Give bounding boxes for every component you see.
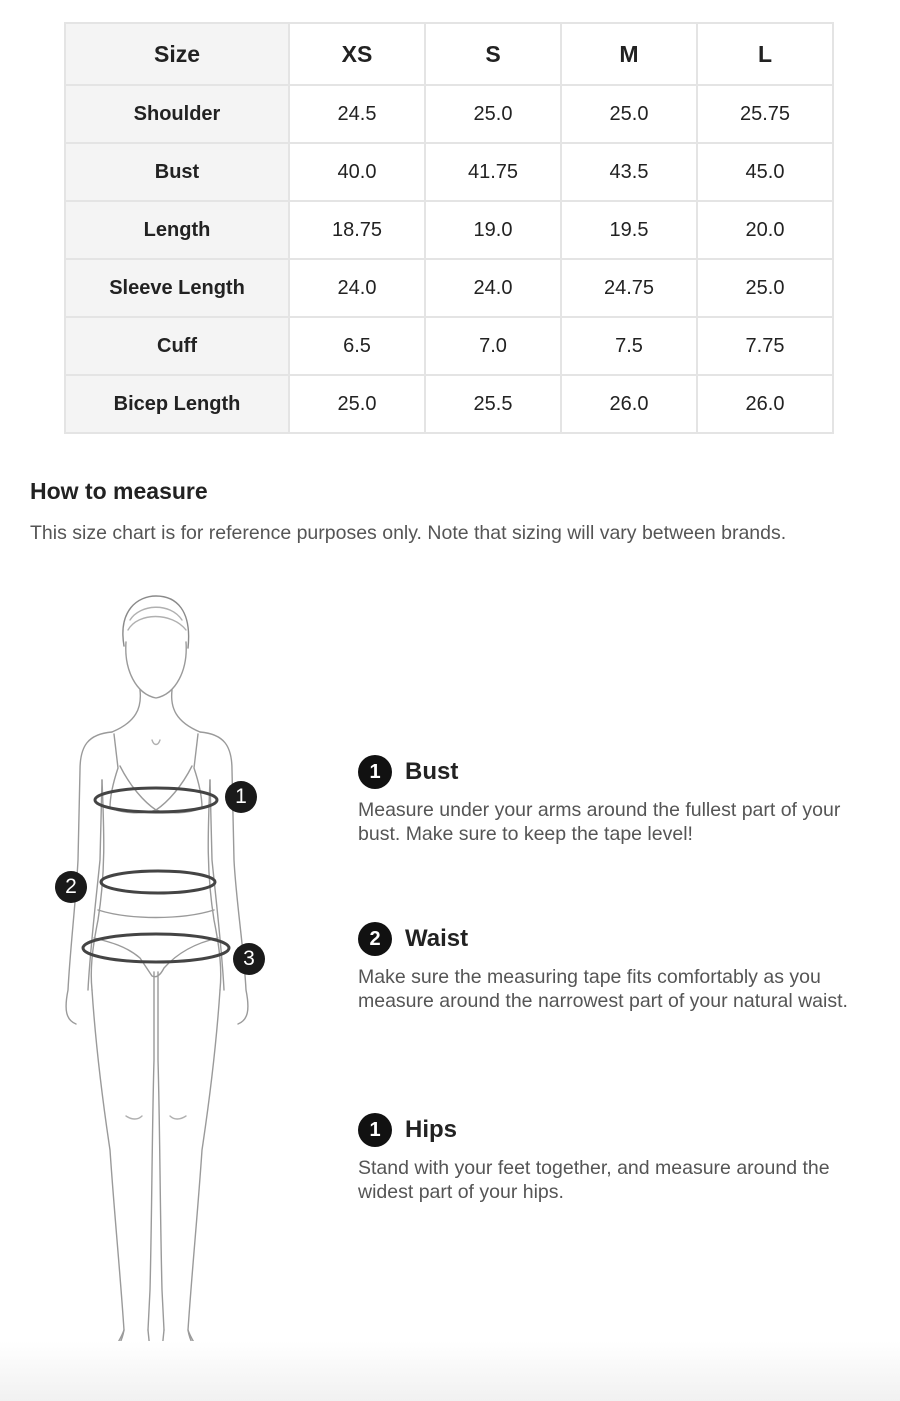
size-chart-disclaimer: This size chart is for reference purposes only. Note that sizing will vary between brands. [30, 522, 787, 544]
table-cell: 25.75 [697, 85, 833, 143]
step-description: Measure under your arms around the fullest part of your bust. Make sure to keep the tape level! [358, 799, 841, 845]
size-header-row [65, 23, 833, 85]
table-cell: 25.0 [425, 85, 561, 143]
table-cell: 24.0 [289, 259, 425, 317]
row-label: Shoulder [65, 85, 289, 143]
table-row [65, 143, 833, 201]
table-row [65, 85, 833, 143]
table-cell: 19.5 [561, 201, 697, 259]
waist-instruction [358, 921, 878, 1013]
row-label: Bust [65, 143, 289, 201]
size-chart-table [64, 22, 834, 434]
body-outline-illustration [40, 590, 280, 1370]
table-cell: 25.0 [561, 85, 697, 143]
size-header-cell: L [697, 23, 833, 85]
row-label: Bicep Length [65, 375, 289, 433]
table-cell: 24.75 [561, 259, 697, 317]
size-header-cell: S [425, 23, 561, 85]
hips-instruction [358, 1112, 878, 1204]
step-number-badge: 1 [358, 755, 392, 789]
size-header-cell: Size [65, 23, 289, 85]
step-description: Stand with your feet together, and measure around the widest part of your hips. [358, 1157, 830, 1203]
row-label: Length [65, 201, 289, 259]
bust-instruction [358, 754, 878, 846]
table-cell: 7.0 [425, 317, 561, 375]
hips-marker-icon: 3 [233, 943, 265, 975]
bust-marker-icon: 1 [225, 781, 257, 813]
table-cell: 45.0 [697, 143, 833, 201]
step-header [358, 1112, 878, 1148]
size-header-cell: M [561, 23, 697, 85]
table-cell: 40.0 [289, 143, 425, 201]
step-title: Hips [405, 1116, 458, 1143]
table-cell: 24.0 [425, 259, 561, 317]
table-cell: 25.0 [289, 375, 425, 433]
step-header [358, 754, 878, 790]
body-measurement-figure [40, 590, 280, 1370]
how-to-measure-heading: How to measure [30, 478, 208, 504]
table-row [65, 375, 833, 433]
bottom-fade [0, 1341, 900, 1401]
table-cell: 7.5 [561, 317, 697, 375]
table-cell: 18.75 [289, 201, 425, 259]
size-header-cell: XS [289, 23, 425, 85]
row-label: Cuff [65, 317, 289, 375]
waist-marker-icon: 2 [55, 871, 87, 903]
table-cell: 20.0 [697, 201, 833, 259]
table-cell: 6.5 [289, 317, 425, 375]
table-cell: 25.0 [697, 259, 833, 317]
step-number-badge: 1 [358, 1113, 392, 1147]
row-label: Sleeve Length [65, 259, 289, 317]
table-row [65, 201, 833, 259]
step-title: Bust [405, 758, 459, 785]
step-title: Waist [405, 925, 469, 952]
step-description: Make sure the measuring tape fits comfortably as you measure around the narrowest part of your natural waist. [358, 966, 848, 1012]
table-cell: 19.0 [425, 201, 561, 259]
table-cell: 26.0 [697, 375, 833, 433]
table-cell: 26.0 [561, 375, 697, 433]
table-cell: 25.5 [425, 375, 561, 433]
table-cell: 24.5 [289, 85, 425, 143]
step-header [358, 921, 878, 957]
table-cell: 7.75 [697, 317, 833, 375]
table-cell: 41.75 [425, 143, 561, 201]
table-row [65, 317, 833, 375]
table-row [65, 259, 833, 317]
step-number-badge: 2 [358, 922, 392, 956]
table-cell: 43.5 [561, 143, 697, 201]
